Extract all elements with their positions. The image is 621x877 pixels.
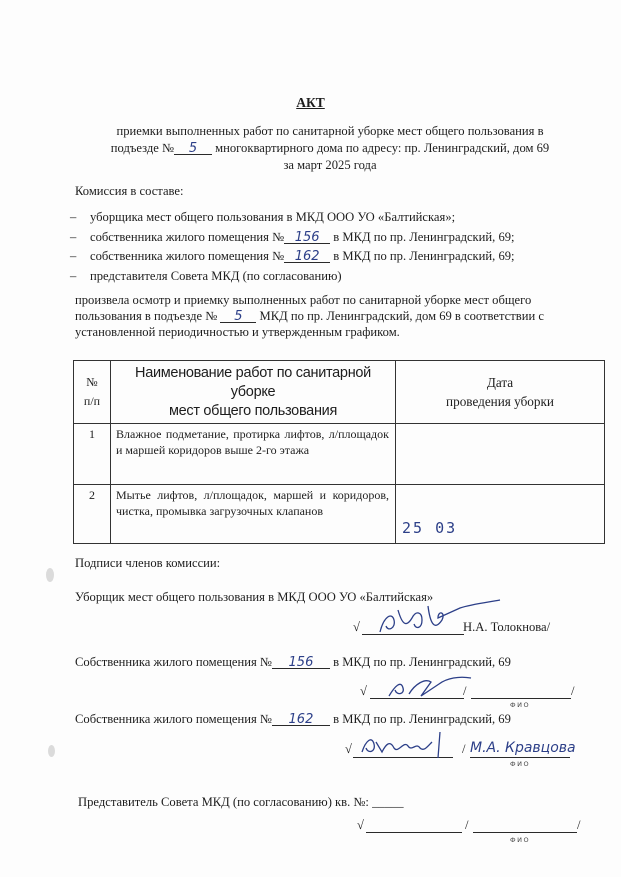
cleaner-name: Н.А. Толокнова/ (463, 620, 551, 634)
commission-list (70, 208, 515, 286)
row-work-name: Мытье лифтов, л/площадок, маршей и коридоров, чистка, промывка загрузочных клапанов (111, 485, 396, 544)
row-num: 1 (74, 424, 111, 485)
owner2-row: Собственника жилого помещения № 162 в МКД по пр. Ленинградский, 69 (75, 712, 511, 727)
row-work-name: Влажное подметание, протирка лифтов, л/площадок и маршей коридоров выше 2-го этажа (111, 424, 396, 485)
document-title: АКТ (296, 95, 325, 110)
commission-heading: Комиссия в составе: (75, 184, 184, 198)
commission-item-owner2: – собственника жилого помещения № 162 в МКД по пр. Ленинградский, 69; (70, 249, 515, 264)
header-work-name: Наименование работ по санитарной уборке мест общего пользования (111, 361, 396, 424)
inspection-paragraph: произвела осмотр и приемку выполненных работ по санитарной уборке мест общего пользования в подъезде № 5 МКД по пр. Ленинградский, дом 69 в соответствии с установленной периодичностью и утвержденным графиком. (75, 293, 544, 339)
inspection-podyezd-field: 5 (220, 311, 256, 323)
check-mark: √ (357, 818, 364, 832)
slash: / (465, 818, 469, 832)
owner2-name-line (470, 757, 570, 758)
owner2-number-field: 162 (284, 251, 330, 263)
row-num: 2 (74, 485, 111, 544)
header-date: Дата проведения уборки (396, 361, 605, 424)
slash: / (462, 742, 466, 756)
commission-item-owner1: – собственника жилого помещения № 156 в МКД по пр. Ленинградский, 69; (70, 229, 515, 245)
owner1-signature (385, 670, 475, 702)
council-apartment-blank: _____ (372, 795, 404, 809)
commission-item-cleaner: – уборщика мест общего пользования в МКД ООО УО «Балтийская»; (70, 210, 456, 224)
works-table (73, 360, 605, 544)
slash: / (577, 818, 581, 832)
header-num: № п/п (74, 361, 111, 424)
fio-caption: ФИО (510, 836, 531, 844)
podyezd-number-field: 5 (174, 143, 212, 155)
subtitle-line2-suffix: многоквартирного дома по адресу: пр. Ленинградский, дом 69 (215, 141, 550, 155)
row-date (396, 424, 605, 485)
document-subtitle (60, 123, 600, 174)
owner2-signature (358, 728, 458, 760)
owner1-apartment-field: 156 (272, 657, 330, 669)
fio-caption: ФИО (510, 701, 531, 709)
owner1-number-field: 156 (284, 232, 330, 244)
slash: / (463, 684, 467, 698)
punch-hole-mark (46, 568, 54, 582)
commission-item-council: – представителя Совета МКД (по согласованию) (70, 268, 342, 283)
subtitle-line1: приемки выполненных работ по санитарной уборке мест общего пользования в (116, 124, 544, 138)
owner1-row: Собственника жилого помещения № 156 в МКД по пр. Ленинградский, 69 (75, 655, 511, 670)
row-date: 25 03 (402, 519, 458, 537)
council-signature-line (366, 832, 462, 833)
check-mark: √ (360, 684, 367, 698)
cleaner-label: Уборщик мест общего пользования в МКД ООО УО «Балтийская» (75, 590, 434, 604)
table-header-row (74, 361, 605, 424)
slash: / (571, 684, 575, 698)
owner1-name-line (471, 698, 571, 699)
signatures-heading: Подписи членов комиссии: (75, 556, 221, 570)
subtitle-period: за март 2025 года (283, 158, 377, 172)
table-row (74, 485, 605, 544)
subtitle-line2-prefix: подъезде № (110, 141, 175, 155)
table-row (74, 424, 605, 485)
council-name-line (473, 832, 577, 833)
check-mark: √ (353, 620, 360, 634)
punch-hole-mark (48, 745, 55, 757)
check-mark: √ (345, 742, 352, 756)
fio-caption: ФИО (510, 760, 531, 768)
owner2-name-handwritten: М.А. Кравцова (470, 740, 576, 756)
owner2-apartment-field: 162 (272, 714, 330, 726)
council-row: Представитель Совета МКД (по согласованию) кв. №: _____ (78, 795, 404, 809)
